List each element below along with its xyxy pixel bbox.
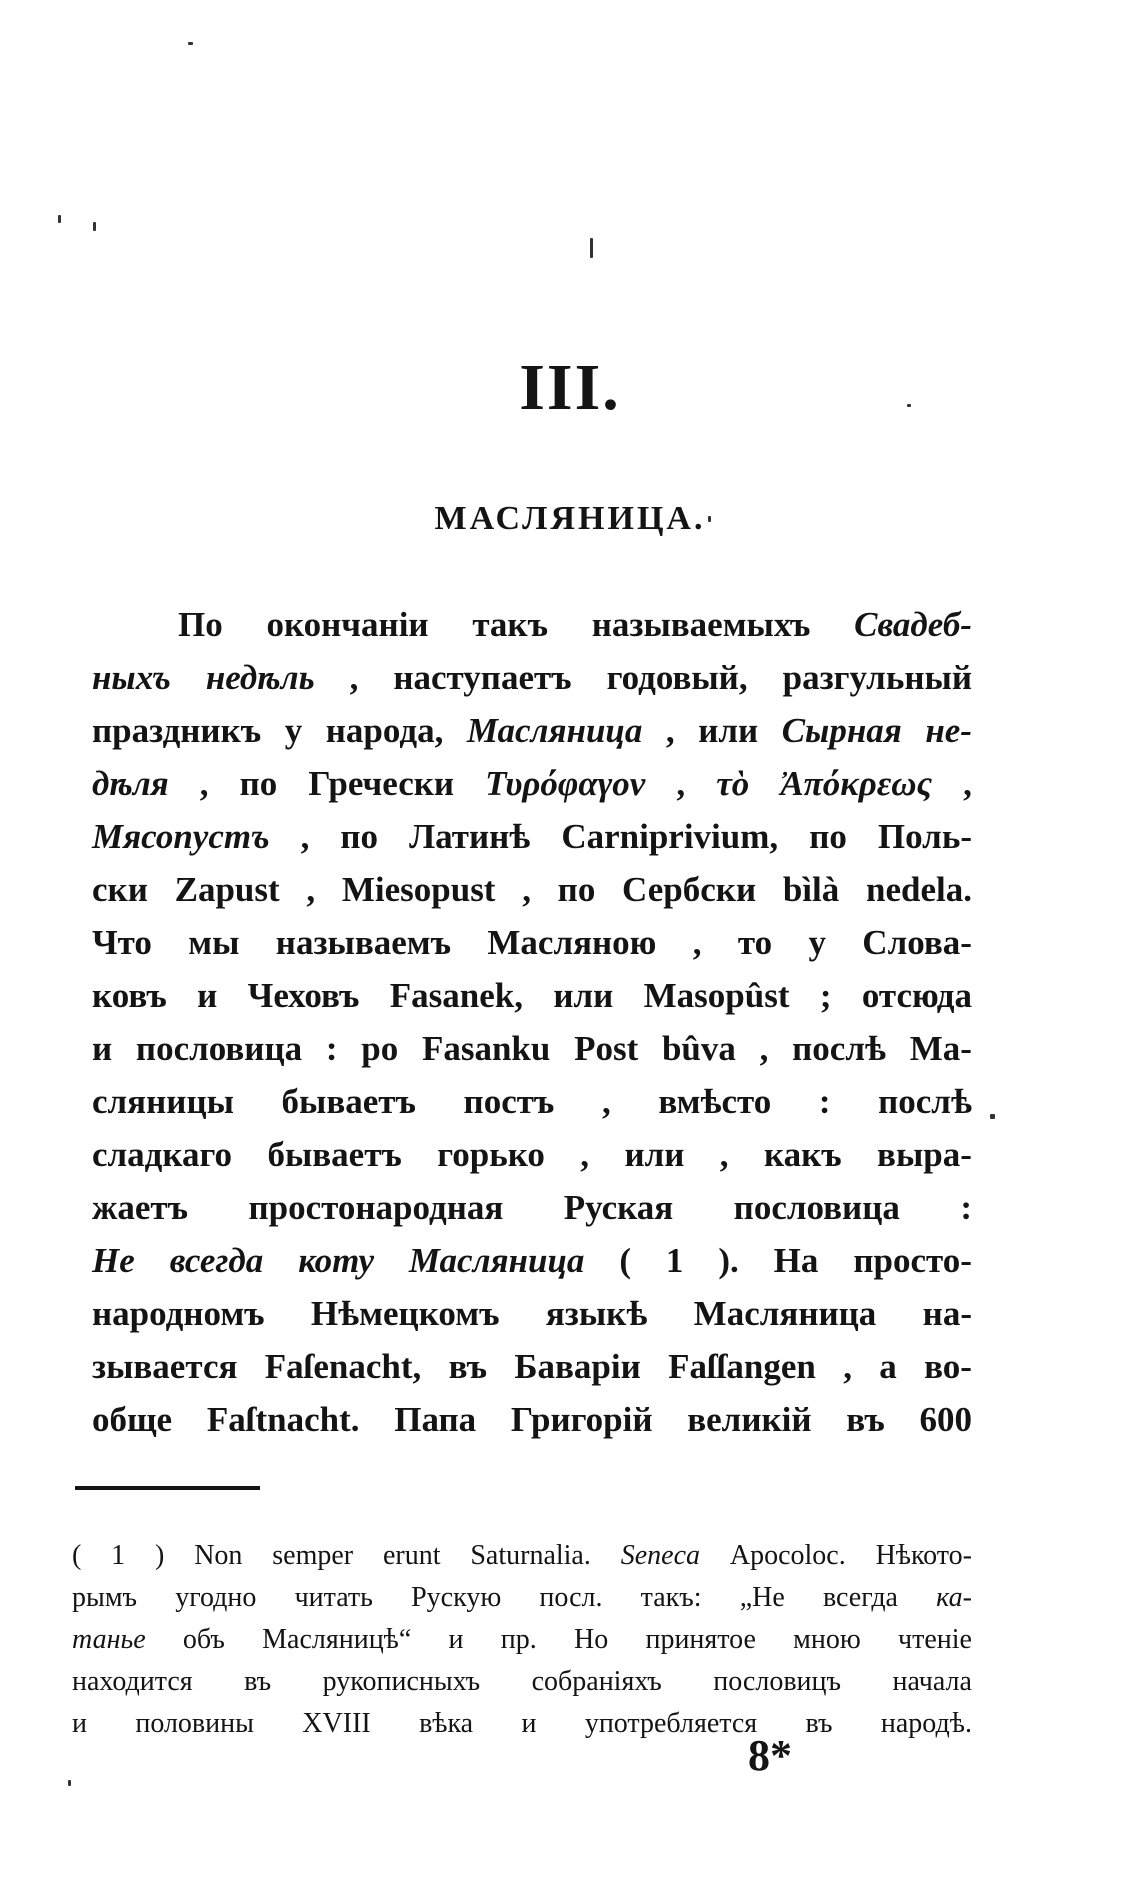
scan-speck	[708, 516, 711, 522]
footnote-line	[72, 1535, 972, 1577]
body-word: простонародная	[248, 1188, 504, 1227]
body-word: Слова-	[862, 923, 972, 962]
footnote-word: чтеніе	[898, 1624, 972, 1655]
footnote-word: рукописныхъ	[322, 1666, 481, 1697]
body-word: 1	[665, 1241, 684, 1280]
footnote-word: и	[72, 1708, 87, 1739]
footnote-word: находится	[72, 1666, 193, 1697]
body-word: послѣ	[878, 1082, 972, 1121]
body-word: Руская	[563, 1188, 674, 1227]
footnote-word: и	[448, 1624, 464, 1655]
body-word: пословица	[733, 1188, 900, 1227]
body-word: всегда	[169, 1241, 264, 1280]
body-word: Нѣмецкомъ	[310, 1294, 500, 1333]
body-word: Масляница	[466, 711, 643, 750]
footnote-word: Рускую	[411, 1582, 502, 1613]
body-word: Чеховъ	[247, 976, 360, 1015]
body-word: Баваріи	[514, 1347, 641, 1386]
footnote-word: такъ:	[640, 1582, 702, 1613]
footnote-word: XVIII	[302, 1708, 371, 1739]
body-word: великій	[687, 1400, 812, 1439]
body-word: не-	[925, 711, 972, 750]
footnote-word: „Не	[739, 1582, 785, 1613]
footnote-word: erunt	[382, 1540, 441, 1571]
body-word: Miesopust	[341, 870, 496, 909]
body-word: Масляною	[487, 923, 657, 962]
body-word: Сербски	[622, 870, 757, 909]
footnote-word: въ	[244, 1666, 272, 1697]
body-word: сладкаго	[92, 1135, 233, 1174]
body-line	[92, 598, 972, 651]
body-word: Post	[574, 1029, 639, 1068]
body-word: или	[624, 1135, 685, 1174]
footnote-word: въ	[805, 1708, 833, 1739]
scan-speck	[68, 1780, 71, 1786]
body-line	[92, 1075, 972, 1128]
body-line	[92, 1393, 972, 1446]
body-word: ,	[601, 1082, 611, 1121]
body-word: народа,	[325, 711, 444, 750]
footnote-word: и	[521, 1708, 537, 1739]
body-word: Гречески	[308, 764, 455, 803]
body-word: на-	[922, 1294, 972, 1333]
body-word: τὸ	[716, 764, 750, 803]
body-word: бываетъ	[267, 1135, 402, 1174]
body-word: по	[809, 817, 847, 856]
body-word: отсюда	[861, 976, 972, 1015]
body-word: окончаніи	[266, 605, 429, 644]
body-word: обще	[92, 1400, 173, 1439]
body-word: Мясопустъ	[92, 817, 270, 856]
body-word: Сырная	[781, 711, 902, 750]
body-word: Не	[92, 1241, 135, 1280]
body-word: ).	[718, 1241, 739, 1280]
body-word: Масляница	[693, 1294, 877, 1333]
body-word: Zapust	[174, 870, 280, 909]
body-word: по	[239, 764, 278, 803]
footnote-word: пр.	[500, 1624, 537, 1655]
body-word: Faſtnacht.	[206, 1400, 360, 1439]
footnote-line	[72, 1703, 972, 1745]
footnote-word: всегда	[822, 1582, 898, 1613]
body-word: и	[197, 976, 218, 1015]
body-word: Латинѣ	[409, 817, 531, 856]
footnote-word: Нѣкото-	[875, 1540, 972, 1571]
body-word: nedela.	[865, 870, 972, 909]
scan-speck	[58, 215, 61, 223]
footnote-word: объ	[182, 1624, 225, 1655]
body-word: ,	[843, 1347, 852, 1386]
footnote-word: Apocoloc.	[729, 1540, 846, 1571]
body-line	[92, 1022, 972, 1075]
body-word: бываетъ	[281, 1082, 416, 1121]
body-word: разгульный	[782, 658, 972, 697]
footnote-word: (	[72, 1540, 82, 1571]
footnote-word: танье	[72, 1624, 146, 1655]
body-word: ,	[580, 1135, 590, 1174]
body-word: Папа	[394, 1400, 477, 1439]
body-word: ,	[719, 1135, 729, 1174]
body-word: Масляница	[408, 1241, 585, 1280]
body-word: ,	[349, 658, 359, 697]
footnote-word: угодно	[175, 1582, 257, 1613]
body-word: :	[960, 1188, 972, 1227]
chapter-title: МАСЛЯНИЦА.	[434, 500, 706, 537]
footnote-word: Non	[194, 1540, 243, 1571]
scan-speck	[590, 238, 593, 258]
body-line	[92, 969, 972, 1022]
body-word: сляницы	[92, 1082, 234, 1121]
body-word: Fasanek,	[389, 976, 523, 1015]
scan-speck	[990, 1114, 995, 1119]
footnote-word: Saturnalia.	[470, 1540, 591, 1571]
body-line	[92, 651, 972, 704]
footnote	[72, 1535, 972, 1745]
page-number: 8*	[748, 1731, 792, 1780]
body-word: ,	[522, 870, 531, 909]
footnote-word: Seneca	[620, 1540, 701, 1571]
body-word: называемыхъ	[591, 605, 811, 644]
body-line	[92, 1287, 972, 1340]
body-line	[92, 1128, 972, 1181]
body-word: Masopûst	[643, 976, 790, 1015]
body-word: Faſenacht,	[264, 1347, 422, 1386]
footnote-word: пословицъ	[713, 1666, 841, 1697]
body-word: ,	[199, 764, 209, 803]
body-word: жаетъ	[92, 1188, 189, 1227]
footnote-word: )	[155, 1540, 165, 1571]
body-line	[92, 757, 972, 810]
body-word: а	[879, 1347, 897, 1386]
body-word: такъ	[472, 605, 549, 644]
body-word: во-	[924, 1347, 972, 1386]
body-word: языкѣ	[545, 1294, 648, 1333]
body-word: bìlà	[782, 870, 840, 909]
footnote-word: Но	[573, 1624, 609, 1655]
body-word: праздникъ	[92, 711, 262, 750]
body-word: Григорій	[510, 1400, 653, 1439]
body-word: горько	[437, 1135, 545, 1174]
body-word: (	[619, 1241, 631, 1280]
footnote-word: 1	[111, 1540, 126, 1571]
body-word: po	[361, 1029, 399, 1068]
body-word: :	[325, 1029, 338, 1068]
body-word: называемъ	[275, 923, 452, 962]
scan-speck	[93, 222, 96, 231]
body-word: наступаетъ	[393, 658, 572, 697]
body-word: Ἀπόκρεως	[780, 764, 933, 803]
body-word: у	[284, 711, 303, 750]
body-word: ковъ	[92, 976, 167, 1015]
body-word: или	[698, 711, 759, 750]
body-word: коту	[298, 1241, 374, 1280]
body-word: ски	[92, 870, 148, 909]
body-line	[92, 704, 972, 757]
body-word: какъ	[763, 1135, 842, 1174]
footnote-line	[72, 1619, 972, 1661]
footnote-word: употребляется	[584, 1708, 758, 1739]
body-word: послѣ	[792, 1029, 886, 1068]
footnote-word: мною	[793, 1624, 861, 1655]
footnote-word: начала	[892, 1666, 972, 1697]
body-word: по	[340, 817, 379, 856]
footnote-word: принятое	[645, 1624, 756, 1655]
body-word: Ма-	[909, 1029, 972, 1068]
body-word: По	[178, 605, 223, 644]
body-word: или	[553, 976, 614, 1015]
footnote-word: Масляницѣ“	[262, 1624, 412, 1655]
body-line	[92, 1181, 972, 1234]
footnote-line	[72, 1661, 972, 1703]
body-word: въ	[846, 1400, 885, 1439]
body-line	[92, 863, 972, 916]
body-word: въ	[448, 1347, 488, 1386]
footnote-word: народѣ.	[880, 1708, 972, 1739]
body-word: Carniprivium,	[561, 817, 779, 856]
body-word: 600	[919, 1400, 972, 1439]
body-word: годовый,	[606, 658, 748, 697]
body-word: На	[773, 1241, 819, 1280]
body-word: Faſſangen	[668, 1347, 816, 1386]
footnote-word: ка-	[936, 1582, 972, 1613]
body-word: народномъ	[92, 1294, 265, 1333]
body-word: Что	[92, 923, 152, 962]
footnote-word: рымъ	[72, 1582, 138, 1613]
body-word: и	[92, 1029, 113, 1068]
body-word: постъ	[463, 1082, 555, 1121]
chapter-number: III.	[519, 351, 621, 424]
body-word: Fasanku	[421, 1029, 551, 1068]
body-word: Свадеб-	[854, 605, 972, 644]
body-line	[92, 810, 972, 863]
body-word: bûva	[661, 1029, 736, 1068]
body-word: ,	[692, 923, 702, 962]
body-line	[92, 1340, 972, 1393]
body-word: то	[737, 923, 773, 962]
footnote-divider	[75, 1486, 260, 1490]
footnote-word: посл.	[539, 1582, 603, 1613]
footnote-word: читать	[294, 1582, 373, 1613]
body-word: Поль-	[877, 817, 972, 856]
footnote-word: половины	[135, 1708, 254, 1739]
scan-speck	[907, 404, 911, 407]
body-word: ,	[306, 870, 316, 909]
body-word: :	[818, 1082, 831, 1121]
body-word: дѣля	[92, 764, 169, 803]
body-paragraph	[92, 598, 972, 1446]
body-line	[92, 916, 972, 969]
body-word: ,	[665, 711, 675, 750]
body-word: у	[808, 923, 826, 962]
body-word: мы	[188, 923, 240, 962]
body-word: по	[557, 870, 596, 909]
body-word: недѣль	[205, 658, 315, 697]
body-word: зывается	[92, 1347, 238, 1386]
footnote-word: собраніяхъ	[531, 1666, 662, 1697]
footnote-word: вѣка	[419, 1708, 474, 1739]
body-word: ;	[819, 976, 832, 1015]
body-word: вмѣсто	[658, 1082, 772, 1121]
body-word: просто-	[853, 1241, 972, 1280]
body-word: Τυρόφαγον	[485, 764, 646, 803]
body-word: ,	[963, 764, 972, 803]
body-word: выра-	[877, 1135, 972, 1174]
body-word: ,	[676, 764, 686, 803]
footnote-line	[72, 1577, 972, 1619]
body-word: ,	[300, 817, 310, 856]
scan-speck	[188, 42, 193, 45]
body-word: пословица	[135, 1029, 303, 1068]
body-word: ныхъ	[92, 658, 171, 697]
footnote-word: semper	[272, 1540, 354, 1571]
body-word: ,	[759, 1029, 769, 1068]
body-line	[92, 1234, 972, 1287]
